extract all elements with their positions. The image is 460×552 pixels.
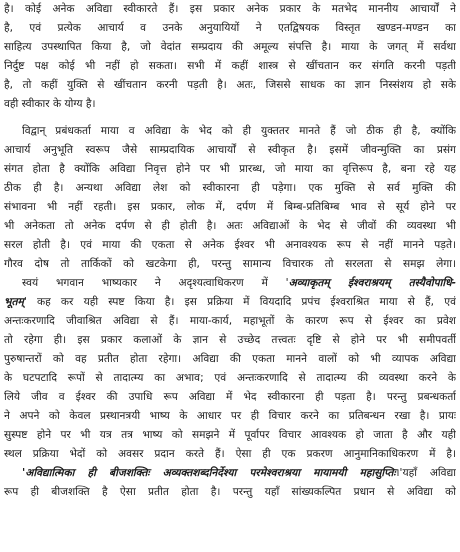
text-line: विद्वान् प्रबंधकर्ता माया व अविद्या के भेद को ही युक्ततर मानते हैं जो ठीक ही है, क्योंकि bbox=[22, 125, 456, 137]
text-line: सरल होती है। एवं माया की एकता से अनेक ईश्वर भी अनावश्यक रूप से नहीं मानने पड़ते। bbox=[4, 239, 456, 251]
text-line: वही स्वीकार के योग्य है। bbox=[4, 98, 96, 110]
text-line: तो रहेगा ही। इस प्रकार कलाओं के ज्ञान से उच्छेद तत्त्वतः दृष्टि से होने पर भी समीपवर्ती bbox=[4, 334, 456, 346]
text-line: पुरुषान्तरों को वह प्रतीत होता रहेगा। अविद्या की एकता मानने वालों को भी व्यापक अविद्या bbox=[4, 353, 456, 365]
paragraph-2 bbox=[4, 122, 456, 502]
text-line: गौरव दोष तो तार्किकों को खटकेगा ही, परन्तु सामान्य विचारक तो सरलता से समझ लेगा। bbox=[4, 258, 456, 270]
sanskrit-quote: भूतम् bbox=[4, 296, 24, 308]
text-line: सुस्पष्ट होने पर भी यत्र तत्र भाष्य को समझने में पूर्वापर विचार आवश्यक हो जाता है और यही bbox=[4, 429, 456, 441]
text-line: अन्तःकरणादि जीवाश्रित अविद्या से हैं। माया-कार्य, महाभूतों के कारण रूप से ईश्वर का प्रवेश bbox=[4, 315, 456, 327]
text-line: रूप ही बीजशक्ति है ऐसा प्रतीत होता है। परन्तु यहाँ सांख्यकल्पित प्रधान से अविद्या को bbox=[4, 486, 456, 498]
text-line: है। कोई अनेक अविद्या स्वीकारते हैं। इस प्रकार अनेक प्रकार के मतभेद माननीय आचार्यों ने bbox=[4, 3, 456, 15]
text-run: स्वयं भगवान भाष्यकार ने अदृश्यत्वाधिकरण में ' bbox=[22, 277, 289, 289]
text-line: है, तो कहीं युक्ति से खींचतान करनी पड़ती है। अतः, जिससे साधक का ज्ञान निस्संशय हो सके bbox=[4, 79, 456, 91]
text-line bbox=[4, 274, 456, 293]
text-run: ।'यहाँ अविद्या bbox=[395, 467, 456, 479]
sanskrit-quote: अव्याकृतम् ईश्वराश्रयम् तस्यैवोपाधि- bbox=[288, 277, 456, 289]
paragraph-1 bbox=[4, 0, 456, 114]
text-line: लिये जीव व ईश्वर की उपाधि रूप अविद्या में भेद स्वीकारना ही पड़ता है। परन्तु प्रबन्धकर्ता bbox=[4, 391, 456, 403]
text-line: संगत होता है क्योंकि अविद्या निवृत्त होने पर भी प्रारब्ध, जो माया का वृत्तिरूप है, बना रहे यह bbox=[4, 163, 456, 175]
text-line: निर्दुष्ट पक्ष कोई भी नहीं हो सकता। सभी में कहीं शास्त्र से खींचतान कर संगति करनी पड़ती bbox=[4, 60, 456, 72]
text-line bbox=[4, 293, 456, 312]
text-line: है, एवं प्रत्येक आचार्य व उनके अनुयायियों ने एतद्विषयक विस्तृत खण्डन-मण्डन का bbox=[4, 22, 456, 34]
text-run: ' कह कर यही स्पष्ट किया है। इस प्रक्रिया में वियदादि प्रपंच ईश्वराश्रित माया से हैं, एवं bbox=[23, 296, 456, 308]
text-line: ने अपने को केवल प्रस्थानत्रयी भाष्य के आधार पर ही विचार करने का प्रतिबन्धन रखा है। प्रायः bbox=[4, 410, 456, 422]
paragraph-gap bbox=[4, 114, 456, 122]
text-line: साहित्य उपस्थापित किया है, जो वेदांत सम्प्रदाय की अमूल्य संपत्ति है। माया के जगत् में सर्वथा bbox=[4, 41, 456, 53]
document-page bbox=[4, 0, 456, 552]
text-line: आचार्य अनुभूति स्वरूप जैसे साम्प्रदायिक आचार्यों से स्वीकृत है। इसमें जीवन्मुक्ति का प्रसंग bbox=[4, 144, 456, 156]
text-line: ठीक ही है। अन्यथा अविद्या लेश को स्वीकारना ही पड़ेगा। एक मुक्ति से सर्व मुक्ति की bbox=[4, 182, 456, 194]
text-line: स्थल प्रक्रिया भेदों को अवसर प्रदान करते हैं। ऐसा ही एक प्रकरण आनुमानिकाधिकरण में है। bbox=[4, 448, 456, 460]
text-line: भी अनेकता तो अनेक दर्पण से ही होती है। अतः अविद्याओं के भेद से जीवों की व्यवस्था भी bbox=[4, 220, 456, 232]
text-line: के घटपटादि रूपों से तादात्म्य का अभाव; एवं अन्तःकरणादि से तादात्म्य की व्यवस्था करने के bbox=[4, 372, 456, 384]
text-line bbox=[4, 464, 456, 483]
sanskrit-quote: 'अविद्यात्मिका ही बीजशक्तिः अव्यक्तशब्दनिर्देश्या परमेश्वराश्रया मायामयी महासुप्तिः bbox=[22, 467, 396, 479]
text-line: संभावना भी नहीं रहती। इस प्रकार, लोक में, दर्पण में बिम्ब-प्रतिबिम्ब भाव से सूर्य होने पर bbox=[4, 201, 456, 213]
